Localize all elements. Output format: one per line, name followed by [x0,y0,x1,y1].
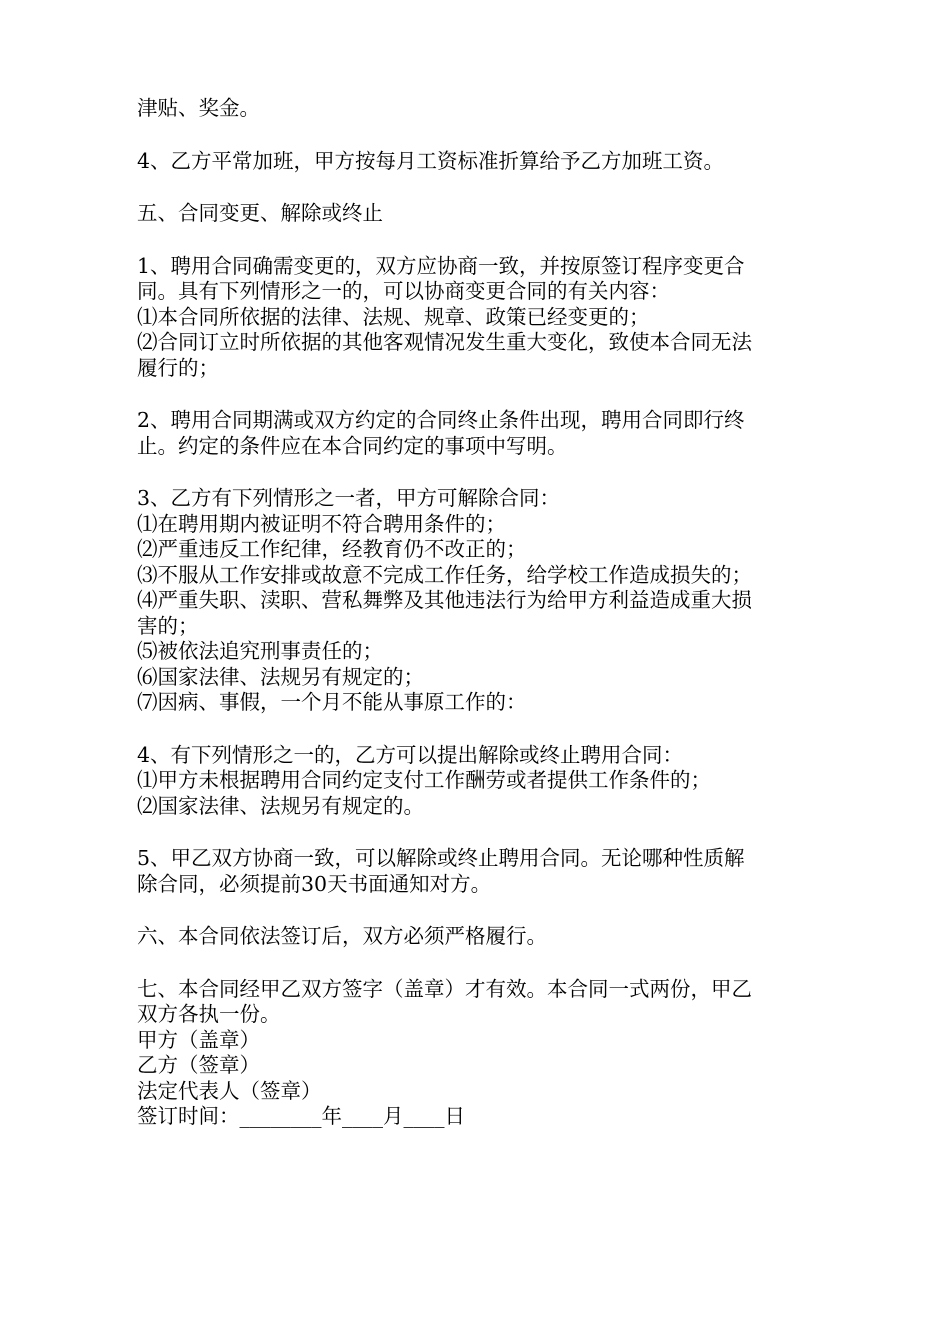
text-line: 六、本合同依法签订后，双方必须严格履行。 [137,924,547,948]
text-line: ⑺因病、事假，一个月不能从事原工作的： [137,690,527,714]
text-line: 止。约定的条件应在本合同约定的事项中写明。 [137,433,568,458]
text-line: 4、乙方平常加班，甲方按每月工资标准折算给予乙方加班工资。 [137,148,725,173]
text-line: 履行的； [137,355,219,380]
paragraph-gap [137,950,817,977]
text-line: 除合同，必须提前30天书面通知对方。 [137,871,492,896]
text-line: ⑹国家法律、法规另有规定的； [137,664,424,689]
text-line: ⑸被依法追究刑事责任的； [137,639,383,663]
paragraph-gap [137,819,817,846]
text-line: 七、本合同经甲乙双方签字（盖章）才有效。本合同一式两份，甲乙 [137,976,752,1001]
text-line: 3、乙方有下列情形之一者，甲方可解除合同： [137,486,561,510]
text-line: 五、合同变更、解除或终止 [137,201,383,225]
paragraph-gap [137,459,817,486]
text-line: 双方各执一份。 [137,1002,281,1026]
paragraph-gap [137,716,817,743]
text-line: ⑵国家法律、法规另有规定的。 [137,793,424,818]
text-line: 1、聘用合同确需变更的，双方应协商一致，并按原签订程序变更合 [137,253,745,278]
text-line: 法定代表人（签章） [137,1078,322,1103]
text-line: 乙方（签章） [137,1053,260,1077]
paragraph-gap [137,174,817,201]
text-line: ⑴本合同所依据的法律、法规、规章、政策已经变更的； [137,304,650,329]
text-line: 津贴、奖金。 [137,96,260,120]
paragraph-gap [137,227,817,254]
text-line: 签订时间：________年____月____日 [137,1104,465,1128]
text-line: ⑴甲方未根据聘用合同约定支付工作酬劳或者提供工作条件的； [137,768,711,792]
text-line: ⑵合同订立时所依据的其他客观情况发生重大变化，致使本合同无法 [137,330,752,354]
text-line: 4、有下列情形之一的，乙方可以提出解除或终止聘用合同： [137,742,684,767]
paragraph-gap [137,122,817,149]
text-line: 同。具有下列情形之一的，可以协商变更合同的有关内容： [137,279,670,303]
paragraph-gap [137,381,817,408]
text-line: 甲方（盖章） [137,1027,260,1052]
text-line: ⑵严重违反工作纪律，经教育仍不改正的； [137,537,527,561]
text-line: 害的； [137,613,199,638]
text-line: 5、甲乙双方协商一致，可以解除或终止聘用合同。无论哪种性质解 [137,846,745,870]
text-line: ⑴在聘用期内被证明不符合聘用条件的； [137,511,506,536]
text-line: 2、聘用合同期满或双方约定的合同终止条件出现，聘用合同即行终 [137,408,745,432]
paragraph-gap [137,897,817,924]
text-line: ⑷严重失职、渎职、营私舞弊及其他违法行为给甲方利益造成重大损 [137,588,752,612]
text-line: ⑶不服从工作安排或故意不完成工作任务，给学校工作造成损失的； [137,562,752,587]
contract-text [137,96,817,1130]
